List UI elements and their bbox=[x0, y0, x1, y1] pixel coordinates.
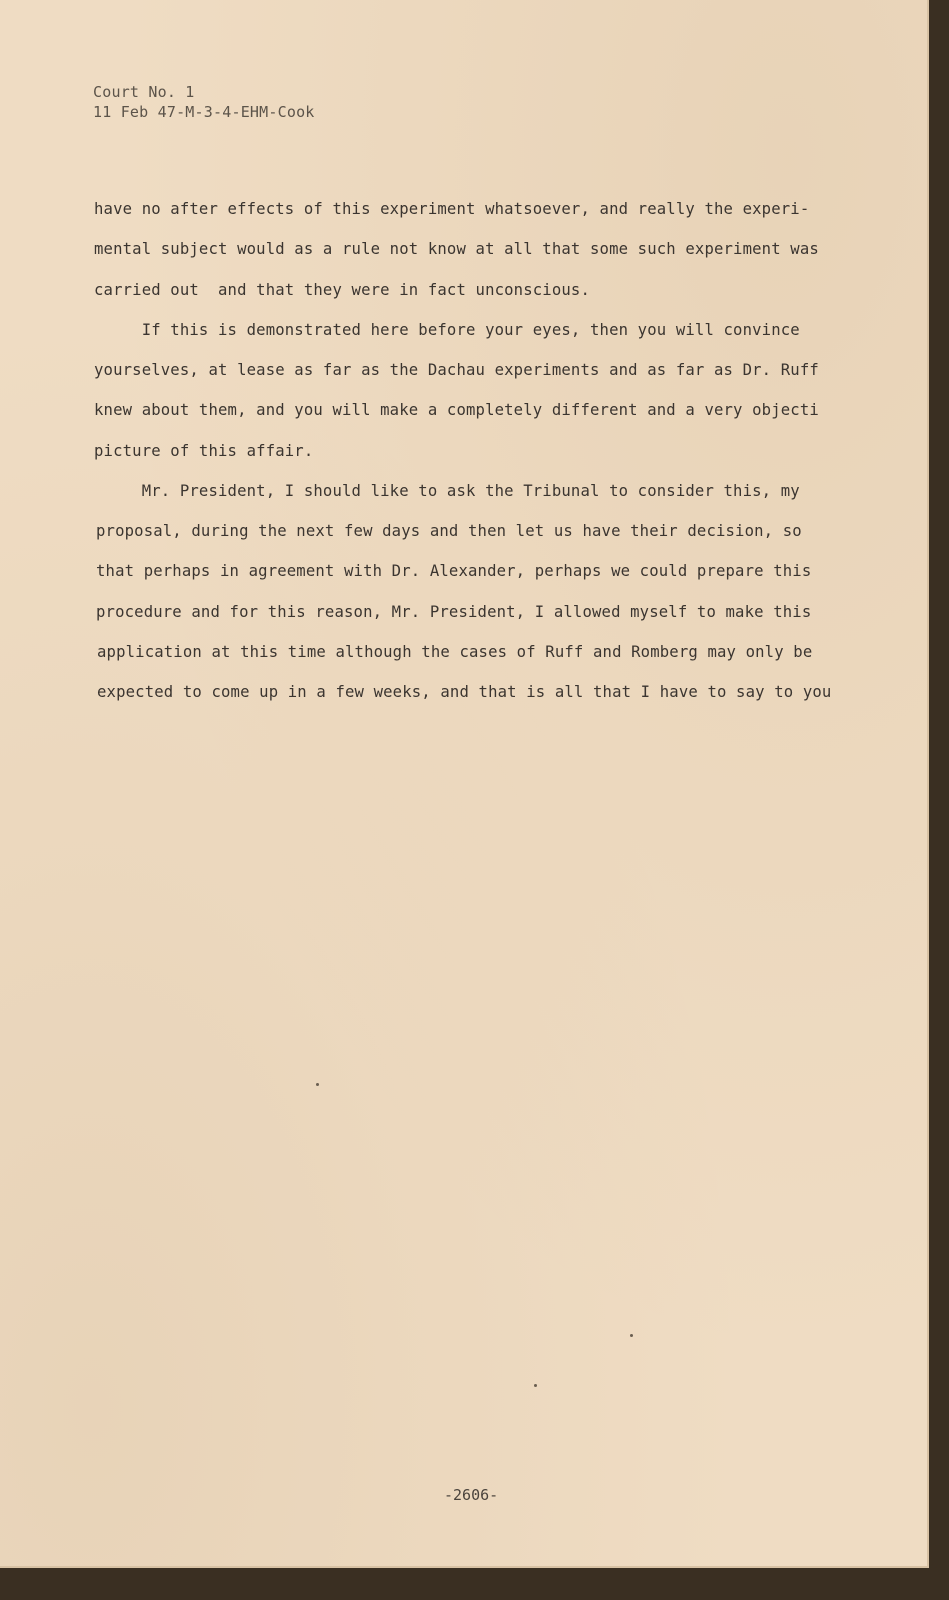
body-line: expected to come up in a few weeks, and that is all that I have to say to you bbox=[97, 683, 832, 701]
body-line: that perhaps in agreement with Dr. Alexander, perhaps we could prepare this bbox=[96, 562, 812, 580]
reference-code: 11 Feb 47-M-3-4-EHM-Cook bbox=[93, 103, 315, 121]
body-line: knew about them, and you will make a completely different and a very objecti bbox=[94, 401, 819, 419]
paper-speck bbox=[316, 1083, 319, 1086]
body-line: carried out and that they were in fact unconscious. bbox=[94, 281, 590, 299]
body-line: Mr. President, I should like to ask the Tribunal to consider this, my bbox=[94, 482, 800, 500]
body-line: mental subject would as a rule not know at all that some such experiment was bbox=[94, 240, 819, 258]
body-line: have no after effects of this experiment whatsoever, and really the experi- bbox=[94, 200, 810, 218]
body-line: yourselves, at lease as far as the Dachau experiments and as far as Dr. Ruff bbox=[94, 361, 819, 379]
body-line: If this is demonstrated here before your eyes, then you will convince bbox=[94, 321, 800, 339]
body-line: proposal, during the next few days and then let us have their decision, so bbox=[96, 522, 802, 540]
paper-speck bbox=[534, 1384, 537, 1387]
body-line: picture of this affair. bbox=[94, 442, 314, 460]
document-header bbox=[93, 82, 315, 122]
paper-speck bbox=[630, 1334, 633, 1337]
court-label: Court No. 1 bbox=[93, 83, 195, 101]
body-line: application at this time although the cases of Ruff and Romberg may only be bbox=[97, 643, 813, 661]
body-line: procedure and for this reason, Mr. President, I allowed myself to make this bbox=[96, 603, 812, 621]
page-number: -2606- bbox=[444, 1486, 499, 1504]
